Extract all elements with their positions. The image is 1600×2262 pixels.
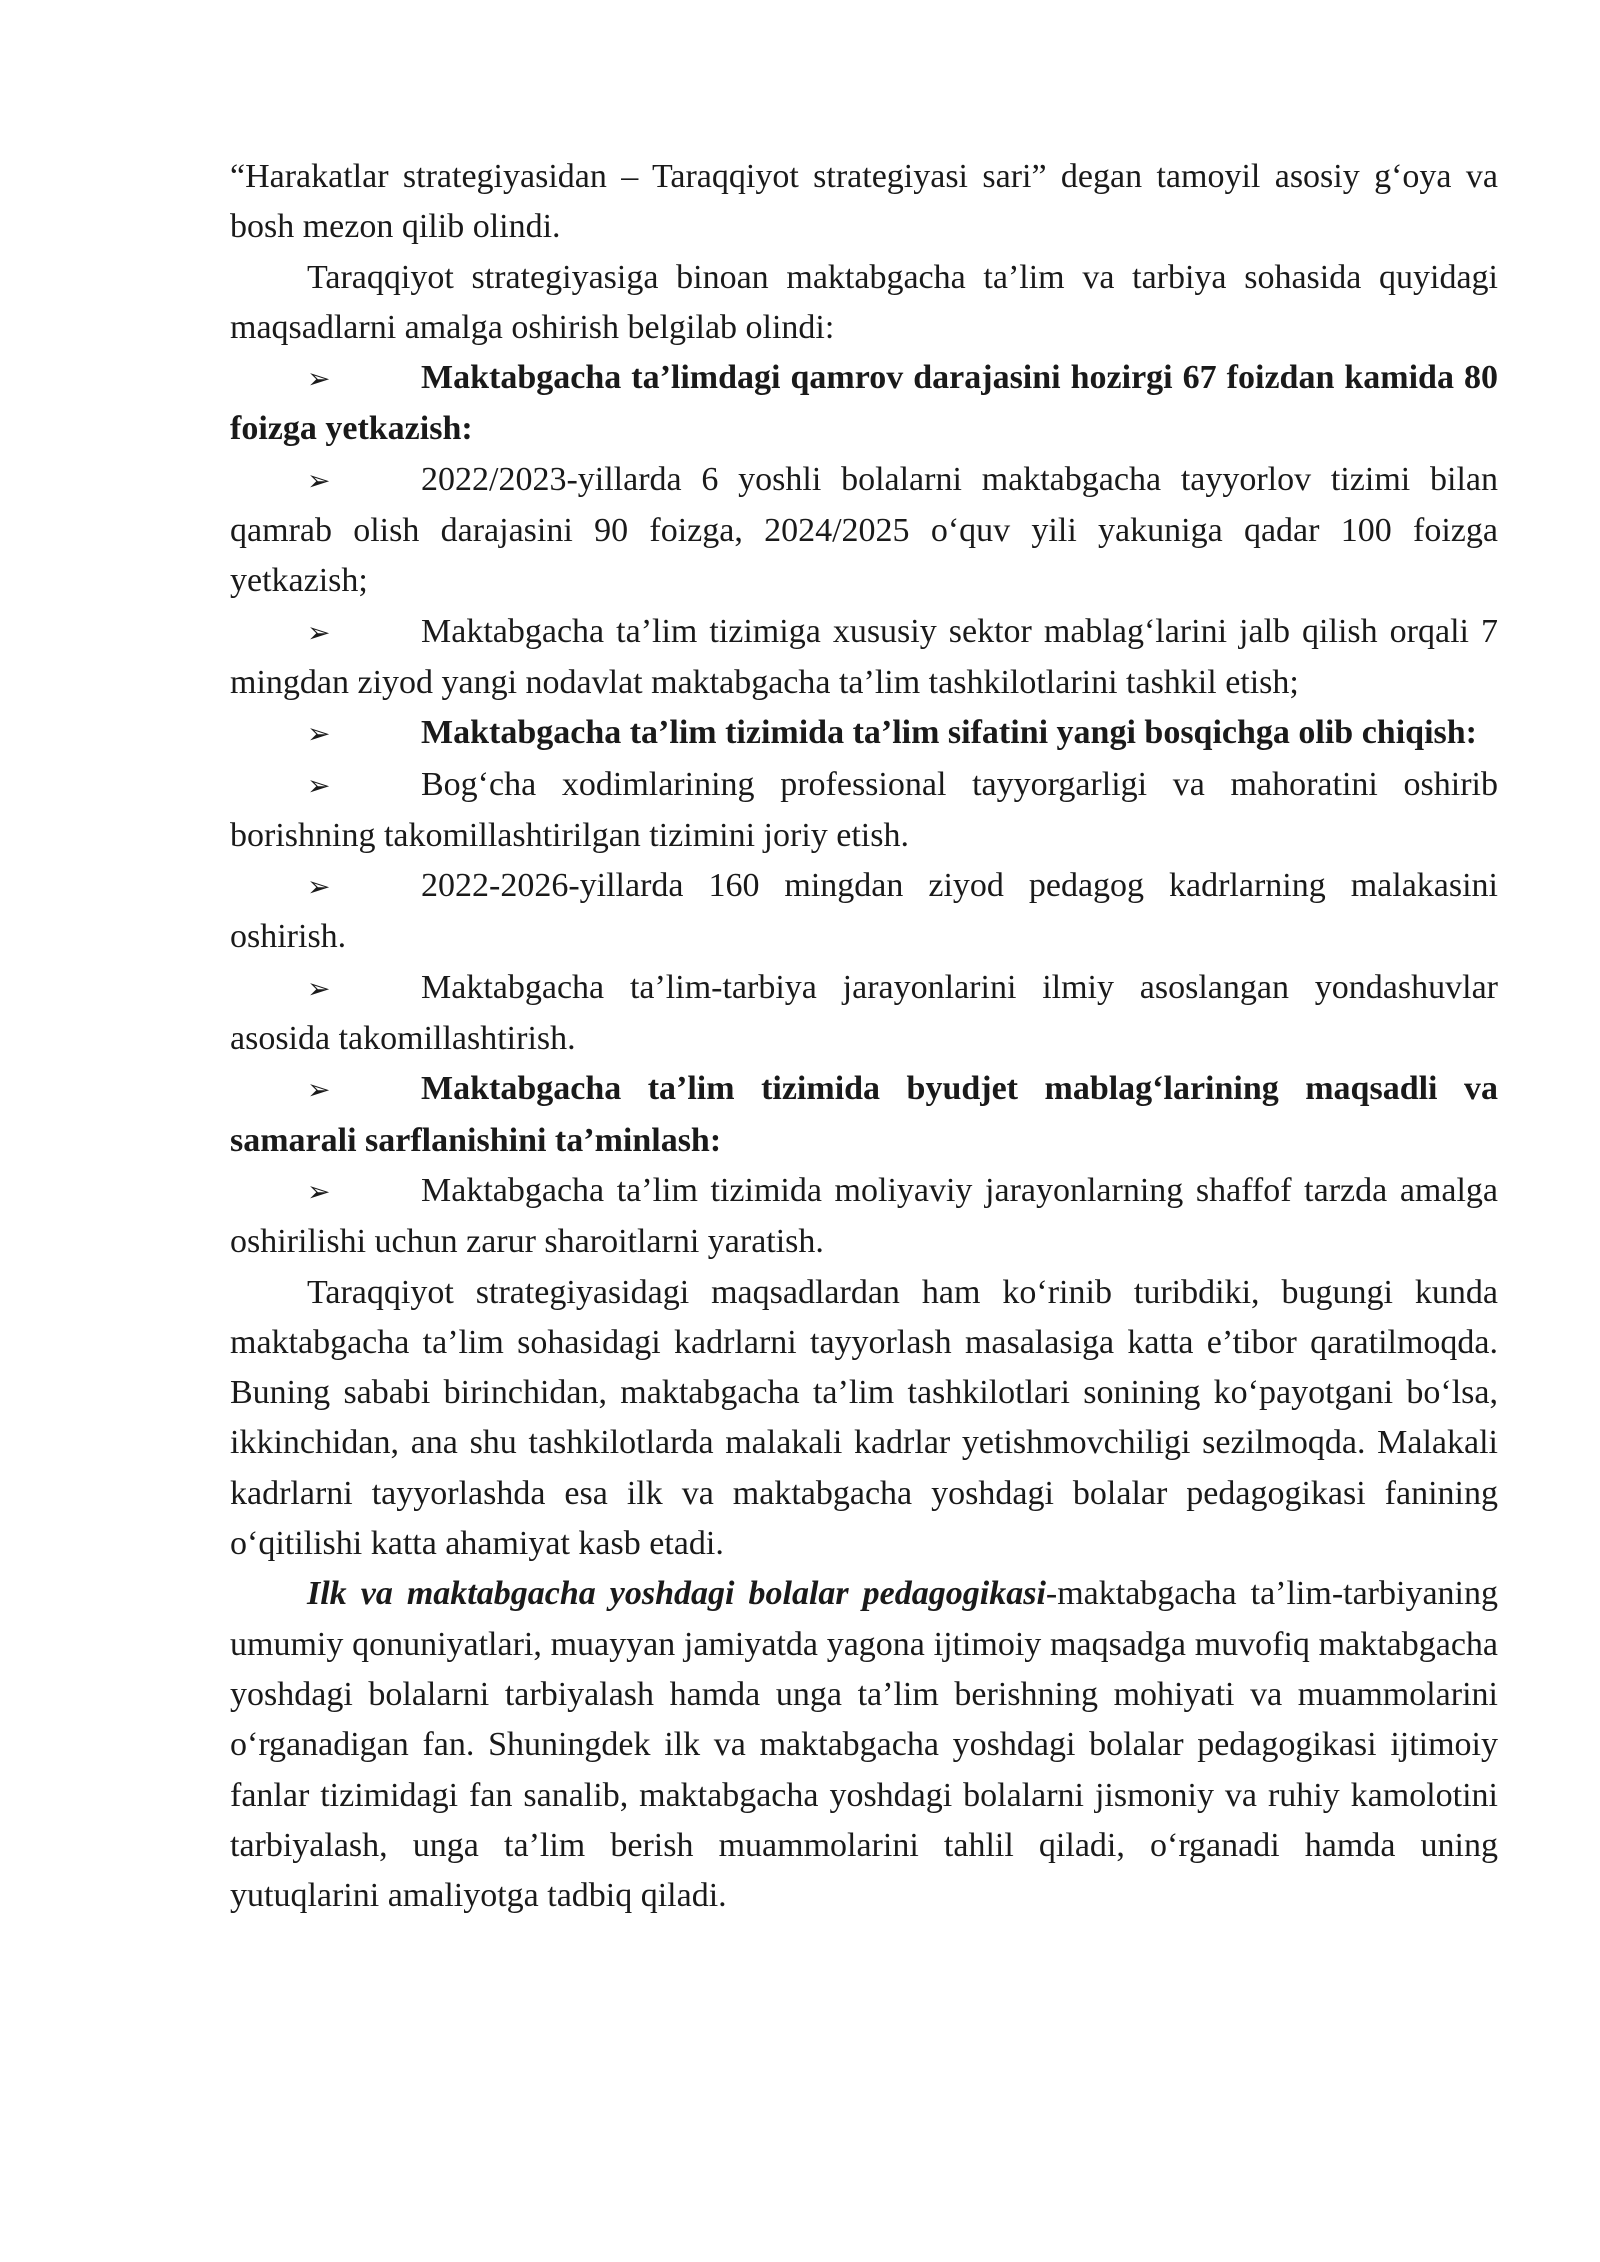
- bullet-text: Bog‘cha xodimlarining professional tayyorgarligi va mahoratini oshirib borishning takomillashtirilgan tizimini joriy etish.: [230, 765, 1498, 854]
- arrow-bullet-icon: ➢: [307, 971, 331, 1005]
- arrow-bullet-icon: ➢: [307, 1073, 331, 1107]
- bullet-text: 2022-2026-yillarda 160 mingdan ziyod pedagog kadrlarning malakasini oshirish.: [230, 867, 1498, 956]
- paragraph-pedagogy-definition: [230, 1569, 1498, 1921]
- bullet-text: Maktabgacha ta’lim tizimiga xususiy sektor mablag‘larini jalb qilish orqali 7 mingdan ziyod yangi nodavlat maktabgacha ta’lim tashkilotlarini tashkil etish;: [230, 612, 1498, 701]
- definition-text: -maktabgacha ta’lim-tarbiyaning umumiy qonuniyatlari, muayyan jamiyatda yagona ijtimoiy maqsadga muvofiq maktabgacha yoshdagi bolalarni tarbiyalash hamda unga ta’lim berishning mohiyati va muammolarini o‘rganadigan fan. Shuningdek ilk va maktabgacha yoshdagi bolalar pedagogikasi ijtimoiy fanlar tizimidagi fan sanalib, maktabgacha yoshdagi bolalarni jismoniy va ruhiy kamolotini tarbiyalash, unga ta’lim berish muammolarini tahlil qiladi, o‘rganadi hamda uning yutuqlarini amaliyotga tadbiq qiladi.: [230, 1575, 1498, 1915]
- bullet-item: [230, 1166, 1498, 1268]
- paragraph-intro: “Harakatlar strategiyasidan – Taraqqiyot strategiyasi sari” degan tamoyil asosiy g‘oya va bosh mezon qilib olindi.: [230, 158, 1498, 246]
- paragraph-goals-intro: Taraqqiyot strategiyasiga binoan maktabgacha ta’lim va tarbiya sohasida quyidagi maqsadlarni amalga oshirish belgilab olindi:: [230, 258, 1498, 346]
- bullet-item: [230, 708, 1498, 759]
- bullet-text: Maktabgacha ta’lim tizimida moliyaviy jarayonlarning shaffof tarzda amalga oshirilishi uchun zarur sharoitlarni yaratish.: [230, 1171, 1498, 1261]
- bullet-item: [230, 607, 1498, 709]
- bullet-item: [230, 353, 1498, 455]
- arrow-bullet-icon: ➢: [307, 1174, 331, 1208]
- bullet-text: 2022/2023-yillarda 6 yoshli bolalarni maktabgacha tayyorlov tizimi bilan qamrab olish darajasini 90 foizga, 2024/2025 o‘quv yili yakuniga qadar 100 foizga yetkazish;: [230, 460, 1498, 600]
- arrow-bullet-icon: ➢: [307, 717, 331, 751]
- bullet-item: [230, 963, 1498, 1065]
- bullet-item: [230, 1064, 1498, 1166]
- defined-term: Ilk va maktabgacha yoshdagi bolalar pedagogikasi: [307, 1575, 1046, 1613]
- bullet-item: [230, 861, 1498, 963]
- arrow-bullet-icon: ➢: [307, 870, 331, 904]
- document-body: [230, 152, 1498, 1921]
- arrow-bullet-icon: ➢: [307, 615, 331, 649]
- bullet-text: Maktabgacha ta’lim tizimida byudjet mablag‘larining maqsadli va samarali sarflanishini ta’minlash:: [230, 1070, 1498, 1159]
- bullet-text: Maktabgacha ta’lim-tarbiya jarayonlarini ilmiy asoslangan yondashuvlar asosida takomillashtirish.: [230, 968, 1498, 1058]
- bullet-item: [230, 455, 1498, 607]
- paragraph-staff-training: Taraqqiyot strategiyasidagi maqsadlardan ham ko‘rinib turibdiki, bugungi kunda maktabgacha ta’lim sohasidagi kadrlarni tayyorlash masalasiga katta e’tibor qaratilmoqda. Buning sababi birinchidan, maktabgacha ta’lim tashkilotlari sonining ko‘payotgani bo‘lsa, ikkinchidan, ana shu tashkilotlarda malakali kadrlar yetishmovchiligi sezilmoqda. Malakali kadrlarni tayyorlashda esa ilk va maktabgacha yoshdagi bolalar pedagogikasi fanining o‘qitilishi katta ahamiyat kasb etadi.: [230, 1273, 1498, 1563]
- arrow-bullet-icon: ➢: [307, 768, 331, 802]
- arrow-bullet-icon: ➢: [307, 362, 331, 396]
- bullet-text: Maktabgacha ta’lim tizimida ta’lim sifatini yangi bosqichga olib chiqish:: [421, 714, 1477, 752]
- bullet-text: Maktabgacha ta’limdagi qamrov darajasini hozirgi 67 foizdan kamida 80 foizga yetkazish:: [230, 359, 1498, 448]
- bullet-item: [230, 760, 1498, 862]
- arrow-bullet-icon: ➢: [307, 463, 331, 497]
